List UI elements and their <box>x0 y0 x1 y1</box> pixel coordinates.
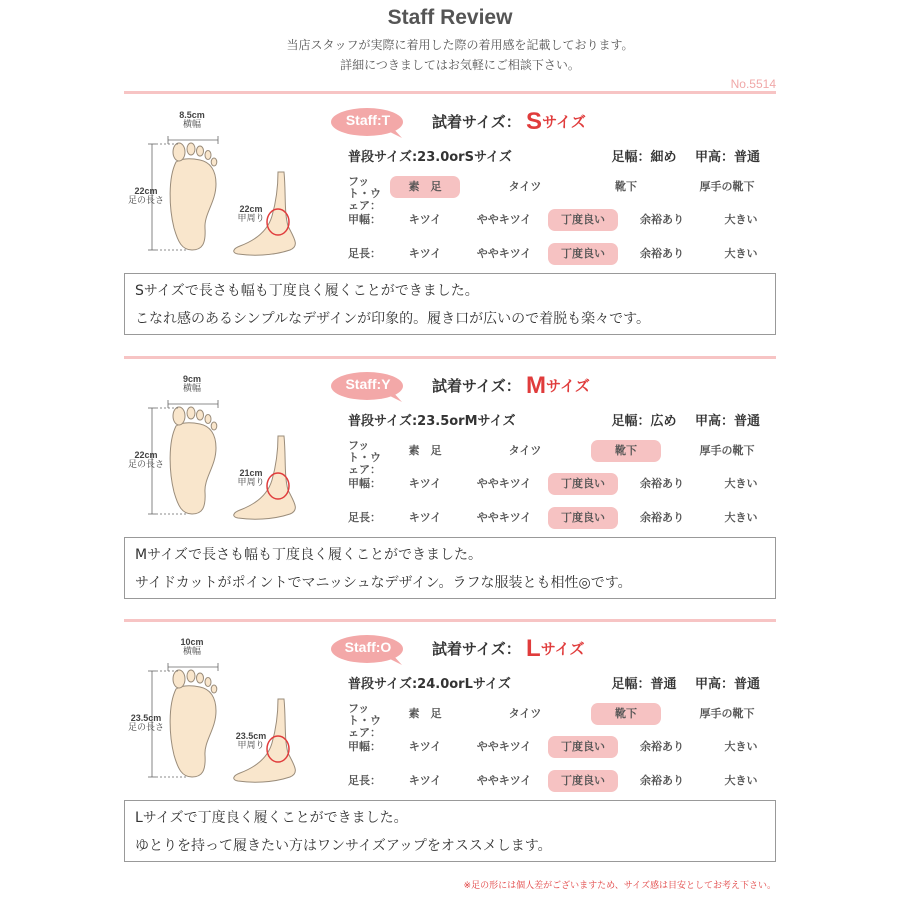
footwear-option: 素 足 <box>408 707 442 720</box>
foot-width: 足幅：普通 <box>611 677 677 692</box>
width-fit-option: 丁度良い <box>548 736 618 758</box>
foot-shape <box>611 410 760 429</box>
length-row-label: 足長： <box>348 511 381 524</box>
length-fit-option: 大きい <box>724 511 758 524</box>
length-fit-option: 大きい <box>724 247 758 260</box>
width-fit-option: 丁度良い <box>548 209 618 231</box>
length-fit-option: 余裕あり <box>640 247 684 260</box>
normal-size: 普段サイズ:24.0orLサイズ <box>348 677 511 692</box>
instep-measure: 23.5cm 甲周り <box>235 731 267 751</box>
instep-height: 甲高：普通 <box>694 677 760 692</box>
length-fit-option: 余裕あり <box>640 511 684 524</box>
footwear-option: 素 足 <box>390 176 460 198</box>
width-fit-option: 丁度良い <box>548 473 618 495</box>
length-measure: 22cm 足の長さ <box>127 186 164 206</box>
footwear-label: フット・ウェア： <box>348 439 381 476</box>
size-suffix: サイズ <box>542 113 586 131</box>
length-fit-option: ややキツイ <box>476 774 532 787</box>
header-line-2: 詳細につきましてはお気軽にご相談下さい。 <box>340 58 580 72</box>
length-fit-option: キツイ <box>408 247 442 260</box>
comment-line: サイドカットがポイントでマニッシュなデザイン。ラフな服装とも相性◎です。 <box>135 575 632 591</box>
trial-size-value: L <box>526 635 541 662</box>
width-measure: 8.5cm 横幅 <box>179 110 205 130</box>
foot-width: 足幅：細め <box>611 150 677 165</box>
width-fit-option: 大きい <box>724 477 758 490</box>
length-fit-option: 丁度良い <box>548 243 618 265</box>
instep-measure: 22cm 甲周り <box>237 204 265 224</box>
footwear-option: 靴下 <box>615 180 637 193</box>
trial-label: 試着サイズ： <box>432 113 521 131</box>
footwear-label: フット・ウェア： <box>348 702 381 739</box>
length-fit-option: キツイ <box>408 511 442 524</box>
length-measure: 22cm 足の長さ <box>127 450 164 470</box>
footwear-option: タイツ <box>508 707 542 720</box>
width-fit-option: 大きい <box>724 213 758 226</box>
width-measure: 9cm 横幅 <box>182 374 201 394</box>
width-fit-option: 余裕あり <box>640 477 684 490</box>
normal-size: 普段サイズ:23.5orMサイズ <box>348 414 516 429</box>
foot-shape <box>611 146 760 165</box>
footwear-option: タイツ <box>508 444 542 457</box>
length-row-label: 足長： <box>348 247 381 260</box>
comment-box <box>124 537 776 599</box>
comment-line: こなれ感のあるシンプルなデザインが印象的。履き口が広いので着脱も楽々です。 <box>135 311 650 327</box>
staff-badge <box>330 107 406 137</box>
comment-line: Lサイズで丁度良く履くことができました。 <box>135 810 408 826</box>
length-fit-option: 余裕あり <box>640 774 684 787</box>
length-fit-option: キツイ <box>408 774 442 787</box>
footwear-option: 厚手の靴下 <box>699 444 755 457</box>
comment-line: Mサイズで長さも幅も丁度良く履くことができました。 <box>135 547 482 563</box>
staff-name: Staff:O <box>344 639 392 655</box>
staff-review-section <box>0 364 900 624</box>
footwear-option: 厚手の靴下 <box>699 707 755 720</box>
width-fit-option: 余裕あり <box>640 213 684 226</box>
staff-name: Staff:Y <box>345 376 391 392</box>
length-measure: 23.5cm 足の長さ <box>127 713 164 733</box>
comment-line: ゆとりを持って履きたい方はワンサイズアップをオススメします。 <box>135 838 552 854</box>
length-fit-option: 大きい <box>724 774 758 787</box>
footwear-option: 素 足 <box>408 444 442 457</box>
instep-height: 甲高：普通 <box>694 414 760 429</box>
footnote: ※足の形には個人差がございますため、サイズ感は目安としてお考え下さい。 <box>463 881 776 891</box>
width-fit-option: 大きい <box>724 740 758 753</box>
comment-box <box>124 273 776 335</box>
length-row-label: 足長： <box>348 774 381 787</box>
length-fit-option: ややキツイ <box>476 511 532 524</box>
trial-size <box>432 635 585 663</box>
trial-label: 試着サイズ： <box>432 640 521 658</box>
staff-name: Staff:T <box>345 112 391 128</box>
staff-badge <box>330 371 406 401</box>
length-fit-option: 丁度良い <box>548 770 618 792</box>
footwear-option: タイツ <box>508 180 542 193</box>
header-line-1: 当店スタッフが実際に着用した際の着用感を記載しております。 <box>286 38 634 52</box>
staff-review-section <box>0 100 900 360</box>
width-fit-option: ややキツイ <box>476 477 532 490</box>
staff-badge <box>330 634 406 664</box>
trial-size-value: S <box>526 108 543 135</box>
foot-width: 足幅：広め <box>611 414 677 429</box>
width-row-label: 甲幅： <box>348 213 381 226</box>
trial-label: 試着サイズ： <box>432 377 521 395</box>
size-suffix: サイズ <box>540 640 585 658</box>
footwear-option: 靴下 <box>591 440 661 462</box>
length-fit-option: ややキツイ <box>476 247 532 260</box>
trial-size <box>432 372 590 400</box>
foot-shape <box>611 673 760 692</box>
normal-size: 普段サイズ:23.0orSサイズ <box>348 150 512 165</box>
instep-measure: 21cm 甲周り <box>237 468 265 488</box>
comment-box <box>124 800 776 862</box>
item-number: No.5514 <box>730 77 776 91</box>
width-fit-option: キツイ <box>408 740 442 753</box>
footwear-option: 厚手の靴下 <box>699 180 755 193</box>
width-measure: 10cm 横幅 <box>180 637 204 657</box>
comment-line: Sサイズで長さも幅も丁度良く履くことができました。 <box>135 283 479 299</box>
width-fit-option: ややキツイ <box>476 740 532 753</box>
section-divider <box>124 91 776 94</box>
width-fit-option: ややキツイ <box>476 213 532 226</box>
page-title: Staff Review <box>387 6 513 29</box>
trial-size <box>432 108 586 136</box>
footwear-option: 靴下 <box>591 703 661 725</box>
width-fit-option: 余裕あり <box>640 740 684 753</box>
staff-review-section <box>0 627 900 887</box>
instep-height: 甲高：普通 <box>694 150 760 165</box>
length-fit-option: 丁度良い <box>548 507 618 529</box>
size-suffix: サイズ <box>546 377 590 395</box>
width-fit-option: キツイ <box>408 477 442 490</box>
width-row-label: 甲幅： <box>348 477 381 490</box>
width-row-label: 甲幅： <box>348 740 381 753</box>
width-fit-option: キツイ <box>408 213 442 226</box>
trial-size-value: M <box>526 372 547 399</box>
footwear-label: フット・ウェア： <box>348 175 381 212</box>
